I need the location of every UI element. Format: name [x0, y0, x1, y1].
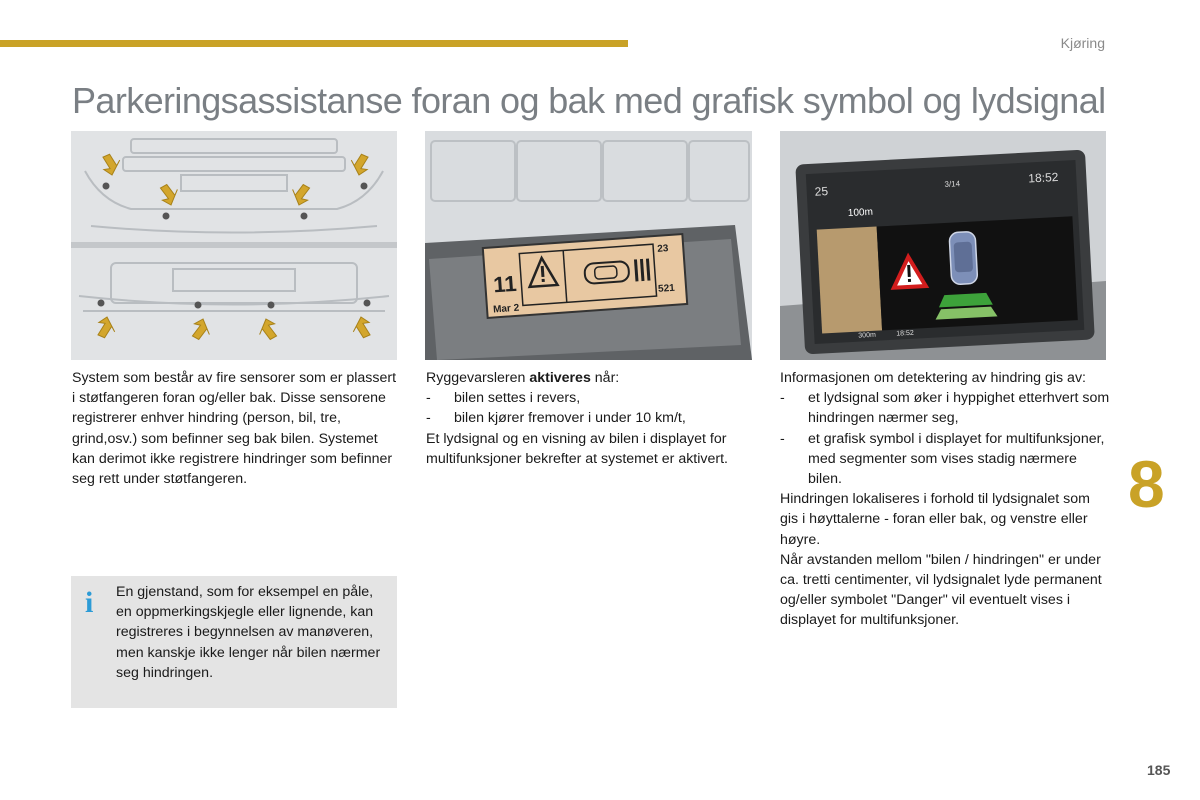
detection-distance: Når avstanden mellom "bilen / hindringen" er under ca. tretti centimenter, vil lydsignalet lyde permanent og/eller symbolet "Danger" vil eventuelt vises i displayet for multifunksjoner. — [780, 551, 1102, 629]
display-date: Mar 2 — [492, 302, 520, 316]
screen-track: 3/14 — [944, 179, 961, 189]
display-temperature: 23 — [656, 243, 669, 255]
info-icon: i — [85, 586, 94, 619]
sensor-description — [72, 368, 398, 489]
section-label: Kjøring — [1060, 35, 1105, 51]
detection-intro: Informasjonen om detektering av hindring gis av: — [780, 370, 1086, 386]
chapter-number: 8 — [1128, 447, 1165, 521]
activation-intro: Ryggevarsleren aktiveres når: — [426, 370, 620, 386]
list-item: - et grafisk symbol i displayet for multifunksjoner, med segmenter som vises stadig nærmere bilen. — [780, 430, 1105, 488]
info-text: En gjenstand, som for eksempel en påle, en oppmerkingskjegle eller lignende, kan registreres i begynnelsen av manøveren, men kanskje ikke lenger når bilen nærmer seg hindringen. — [116, 584, 381, 681]
car-top-view-icon — [949, 231, 978, 284]
screen-bottom-distance: 300m — [858, 331, 877, 340]
sensor-dot — [361, 183, 368, 190]
detection-description — [780, 368, 1110, 631]
info-box — [71, 576, 397, 708]
activation-keyword: aktiveres — [529, 370, 591, 386]
bumper-sensors-illustration — [71, 131, 397, 360]
page-number: 185 — [1147, 762, 1171, 778]
detection-location: Hindringen lokaliseres i forhold til lydsignalet som gis i høyttalerne - foran eller bak, og venstre eller høyre. — [780, 491, 1090, 548]
page-title: Parkeringsassistanse foran og bak med grafisk symbol og lydsignal — [72, 80, 1106, 121]
screen-distance: 100m — [847, 206, 874, 220]
list-item: - bilen settes i revers, — [426, 390, 581, 407]
activation-description — [426, 368, 754, 469]
display-left-number: 11 — [492, 270, 518, 298]
list-item: - bilen kjører fremover i under 10 km/t, — [426, 410, 686, 427]
activation-confirmation: Et lydsignal og en visning av bilen i displayet for multifunksjoner bekrefter at systemet er aktivert. — [426, 430, 728, 467]
display-right-number: 521 — [657, 282, 676, 295]
sensor-description-text: System som består av fire sensorer som er plassert i støtfangeren foran og/eller bak. Disse sensorene registrerer enhver hindring (person, bil, tre, grind,osv.) som befinner seg bak bilen. Systemet kan derimot ikke registrere hindringer som befinner seg rett under støtfangeren. — [72, 370, 397, 488]
dashboard-display-illustration — [425, 131, 752, 360]
list-item: - et lydsignal som øker i hyppighet etterhvert som hindringen nærmer seg, — [780, 390, 1110, 427]
sensor-dot — [103, 183, 110, 190]
sensor-dot — [195, 302, 202, 309]
screen-time: 18:52 — [1027, 169, 1059, 186]
sensor-dot — [268, 302, 275, 309]
sensor-dot — [98, 300, 105, 307]
header-accent-bar — [0, 40, 628, 47]
multifunction-screen-illustration — [780, 131, 1106, 360]
sensor-dot — [364, 300, 371, 307]
sensor-dot — [163, 213, 170, 220]
screen-bottom-time: 18:52 — [896, 329, 914, 338]
sensor-dot — [301, 213, 308, 220]
screen-temperature: 25 — [814, 184, 829, 199]
